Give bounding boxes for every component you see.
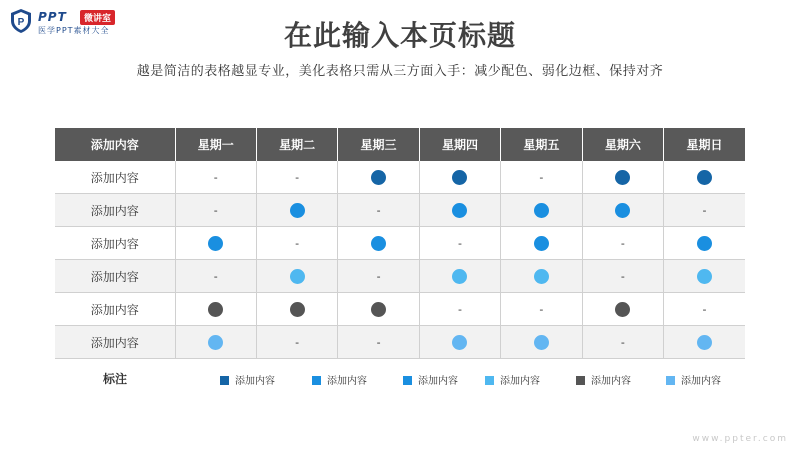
table-cell — [419, 227, 500, 260]
status-dot-icon — [534, 335, 549, 350]
empty-dash: - — [213, 204, 218, 217]
header-day-4: 星期四 — [419, 128, 500, 161]
table-cell — [338, 161, 419, 194]
status-dot-icon — [208, 335, 223, 350]
table-cell — [256, 194, 337, 227]
logo-subtitle: 医学PPT素材大全 — [38, 26, 110, 35]
status-dot-icon — [534, 269, 549, 284]
table-cell — [501, 260, 582, 293]
status-dot-icon — [452, 269, 467, 284]
table-cell — [664, 227, 745, 260]
legend-label: 添加内容 — [235, 376, 275, 387]
table-cell — [256, 227, 337, 260]
empty-dash: - — [376, 270, 381, 283]
status-dot-icon — [452, 203, 467, 218]
table-cell — [501, 293, 582, 326]
empty-dash: - — [539, 303, 544, 316]
legend-item — [220, 372, 275, 387]
header-day-5: 星期五 — [501, 128, 582, 161]
table-cell — [256, 260, 337, 293]
status-dot-icon — [534, 203, 549, 218]
table-cell — [582, 227, 663, 260]
empty-dash: - — [295, 336, 300, 349]
table-cell — [664, 194, 745, 227]
status-dot-icon — [208, 302, 223, 317]
status-dot-icon — [697, 269, 712, 284]
legend-item — [403, 372, 458, 387]
table-cell — [664, 260, 745, 293]
table-cell — [664, 293, 745, 326]
status-dot-icon — [697, 236, 712, 251]
legend-swatch-icon — [403, 376, 412, 385]
status-dot-icon — [534, 236, 549, 251]
header-day-2: 星期二 — [256, 128, 337, 161]
legend-title: 标注 — [102, 372, 127, 386]
empty-dash: - — [620, 237, 625, 250]
table-cell — [338, 293, 419, 326]
table-cell — [338, 326, 419, 359]
empty-dash: - — [376, 204, 381, 217]
empty-dash: - — [702, 303, 707, 316]
logo-badge: 微讲室 — [80, 10, 115, 25]
legend — [55, 368, 745, 388]
row-label: 添加内容 — [55, 260, 175, 293]
table-cell — [501, 326, 582, 359]
header-day-1: 星期一 — [175, 128, 256, 161]
empty-dash: - — [376, 336, 381, 349]
legend-item — [312, 372, 367, 387]
table-cell — [582, 260, 663, 293]
header-day-7: 星期日 — [664, 128, 745, 161]
legend-label: 添加内容 — [327, 376, 367, 387]
table-row — [55, 326, 745, 359]
header-day-6: 星期六 — [582, 128, 663, 161]
header-label-column: 添加内容 — [55, 128, 175, 161]
table-cell — [175, 194, 256, 227]
table-cell — [175, 293, 256, 326]
table-cell — [582, 161, 663, 194]
table-header-row — [55, 128, 745, 161]
page-subtitle: 越是简洁的表格越显专业，美化表格只需从三方面入手：减少配色、弱化边框、保持对齐 — [136, 64, 664, 79]
empty-dash: - — [213, 171, 218, 184]
empty-dash: - — [457, 237, 462, 250]
empty-dash: - — [295, 171, 300, 184]
table-cell — [256, 293, 337, 326]
table-row — [55, 227, 745, 260]
status-dot-icon — [290, 203, 305, 218]
table-row — [55, 293, 745, 326]
table-cell — [419, 293, 500, 326]
status-dot-icon — [371, 302, 386, 317]
table-cell — [175, 260, 256, 293]
table-cell — [501, 161, 582, 194]
status-dot-icon — [290, 269, 305, 284]
legend-swatch-icon — [576, 376, 585, 385]
legend-item — [485, 372, 540, 387]
table-cell — [501, 227, 582, 260]
legend-item — [576, 372, 631, 387]
table-row — [55, 194, 745, 227]
table-cell — [664, 161, 745, 194]
empty-dash: - — [539, 171, 544, 184]
table-cell — [338, 227, 419, 260]
svg-text:P: P — [17, 17, 25, 28]
table-cell — [175, 227, 256, 260]
table-cell — [582, 326, 663, 359]
empty-dash: - — [702, 204, 707, 217]
status-dot-icon — [615, 302, 630, 317]
legend-swatch-icon — [220, 376, 229, 385]
row-label: 添加内容 — [55, 194, 175, 227]
row-label: 添加内容 — [55, 227, 175, 260]
empty-dash: - — [620, 336, 625, 349]
page-title: 在此输入本页标题 — [283, 19, 516, 52]
legend-swatch-icon — [485, 376, 494, 385]
empty-dash: - — [213, 270, 218, 283]
legend-item — [666, 372, 721, 387]
footer-watermark: www.ppter.com — [692, 434, 788, 444]
table-body — [55, 161, 745, 359]
status-dot-icon — [615, 170, 630, 185]
header-day-3: 星期三 — [338, 128, 419, 161]
status-dot-icon — [452, 170, 467, 185]
table-row — [55, 260, 745, 293]
status-dot-icon — [371, 170, 386, 185]
legend-swatch-icon — [666, 376, 675, 385]
table-cell — [175, 326, 256, 359]
legend-label: 添加内容 — [681, 376, 721, 387]
table-cell — [419, 260, 500, 293]
row-label: 添加内容 — [55, 293, 175, 326]
row-label: 添加内容 — [55, 161, 175, 194]
legend-swatch-icon — [312, 376, 321, 385]
table-cell — [501, 194, 582, 227]
status-dot-icon — [697, 170, 712, 185]
table-cell — [582, 293, 663, 326]
table-cell — [338, 194, 419, 227]
status-dot-icon — [452, 335, 467, 350]
table-cell — [256, 326, 337, 359]
table-cell — [664, 326, 745, 359]
status-dot-icon — [697, 335, 712, 350]
status-dot-icon — [290, 302, 305, 317]
table-cell — [256, 161, 337, 194]
schedule-table — [55, 128, 745, 359]
legend-label: 添加内容 — [418, 376, 458, 387]
legend-label: 添加内容 — [500, 376, 540, 387]
table-cell — [582, 194, 663, 227]
table-cell — [338, 260, 419, 293]
table-cell — [419, 194, 500, 227]
legend-label: 添加内容 — [591, 376, 631, 387]
logo-brand: PPT — [38, 10, 67, 24]
table-cell — [419, 161, 500, 194]
row-label: 添加内容 — [55, 326, 175, 359]
table-cell — [175, 161, 256, 194]
table-cell — [419, 326, 500, 359]
status-dot-icon — [208, 236, 223, 251]
empty-dash: - — [620, 270, 625, 283]
status-dot-icon — [371, 236, 386, 251]
table-row — [55, 161, 745, 194]
empty-dash: - — [457, 303, 462, 316]
status-dot-icon — [615, 203, 630, 218]
empty-dash: - — [295, 237, 300, 250]
